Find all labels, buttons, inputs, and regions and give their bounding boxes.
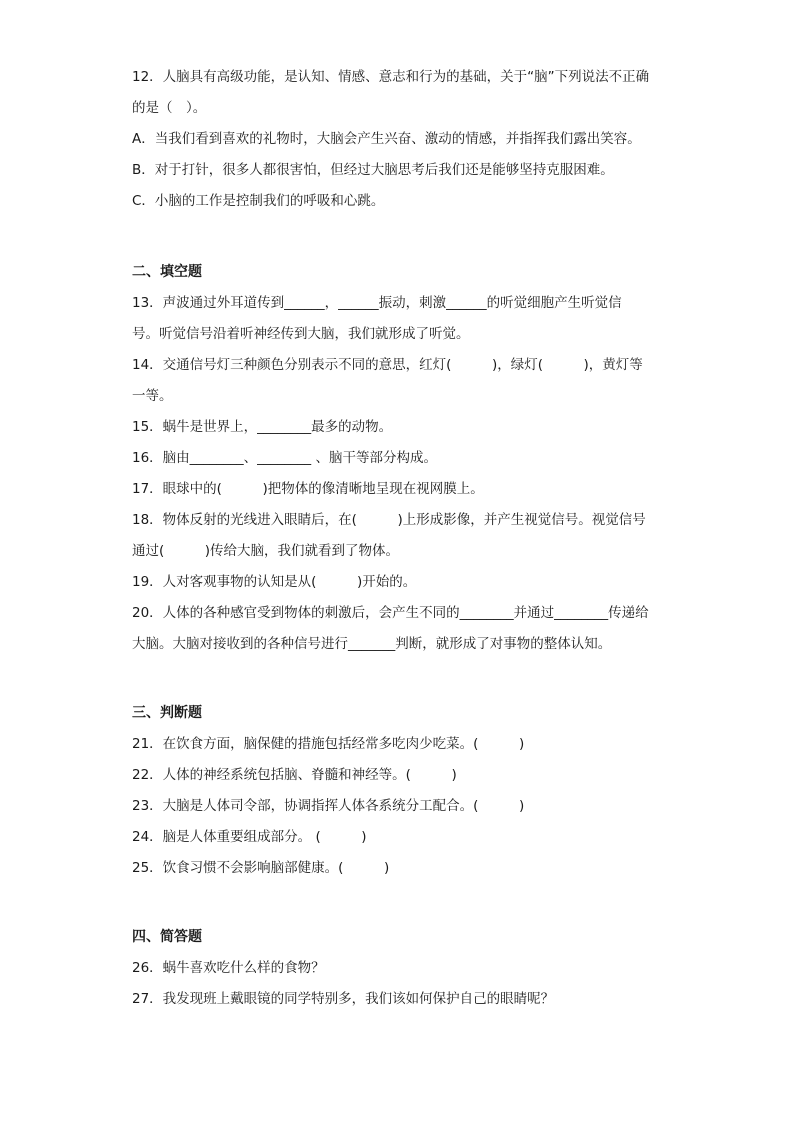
section-heading-short-answer: 四、简答题 xyxy=(132,929,202,945)
question-20-line-2: 大脑。大脑对接收到的各种信号进行_______判断，就形成了对事物的整体认知。 xyxy=(132,636,612,652)
question-14-line-1: 14．交通信号灯三种颜色分别表示不同的意思，红灯( )，绿灯( )，黄灯等 xyxy=(132,357,643,373)
short-answer-section xyxy=(132,922,672,1015)
question-12-stem-line-2: 的是（ ）。 xyxy=(132,100,207,116)
question-16: 16．脑由________、________ 、脑干等部分构成。 xyxy=(132,450,437,466)
question-19: 19．人对客观事物的认知是从( )开始的。 xyxy=(132,574,417,590)
question-24: 24．脑是人体重要组成部分。 ( ) xyxy=(132,829,367,845)
question-12-option-b: B．对于打针，很多人都很害怕，但经过大脑思考后我们还是能够坚持克服困难。 xyxy=(132,162,614,178)
question-13-line-2: 号。听觉信号沿着听神经传到大脑，我们就形成了听觉。 xyxy=(132,326,470,342)
question-22: 22．人体的神经系统包括脑、脊髓和神经等。( ) xyxy=(132,767,457,783)
question-23: 23．大脑是人体司令部，协调指挥人体各系统分工配合。( ) xyxy=(132,798,525,814)
question-17: 17．眼球中的( )把物体的像清晰地呈现在视网膜上。 xyxy=(132,481,484,497)
question-20-line-1: 20．人体的各种感官受到物体的刺激后，会产生不同的________并通过________传递给 xyxy=(132,605,649,621)
section-heading-true-false: 三、判断题 xyxy=(132,705,202,721)
question-25: 25．饮食习惯不会影响脑部健康。( ) xyxy=(132,860,390,876)
question-12-stem-line-1: 12．人脑具有高级功能，是认知、情感、意志和行为的基础，关于“脑”下列说法不正确 xyxy=(132,69,650,85)
question-21: 21．在饮食方面，脑保健的措施包括经常多吃肉少吃菜。( ) xyxy=(132,736,525,752)
section-heading-fill-in-blank: 二、填空题 xyxy=(132,264,202,280)
question-26: 26．蜗牛喜欢吃什么样的食物？ xyxy=(132,960,325,976)
question-12 xyxy=(132,62,672,217)
worksheet-page xyxy=(132,62,672,1015)
question-13-line-1: 13．声波通过外耳道传到______，______振动，刺激______的听觉细胞产生听觉信 xyxy=(132,295,622,311)
fill-in-blank-section xyxy=(132,257,672,660)
question-27: 27．我发现班上戴眼镜的同学特别多，我们该如何保护自己的眼睛呢？ xyxy=(132,991,555,1007)
question-15: 15．蜗牛是世界上，________最多的动物。 xyxy=(132,419,393,435)
question-14-line-2: 一等。 xyxy=(132,388,173,404)
question-12-option-c: C．小脑的工作是控制我们的呼吸和心跳。 xyxy=(132,193,385,209)
true-false-section xyxy=(132,698,672,884)
question-12-option-a: A．当我们看到喜欢的礼物时，大脑会产生兴奋、激动的情感，并指挥我们露出笑容。 xyxy=(132,131,641,147)
question-18-line-2: 通过( )传给大脑，我们就看到了物体。 xyxy=(132,543,400,559)
question-18-line-1: 18．物体反射的光线进入眼睛后，在( )上形成影像，并产生视觉信号。视觉信号 xyxy=(132,512,646,528)
